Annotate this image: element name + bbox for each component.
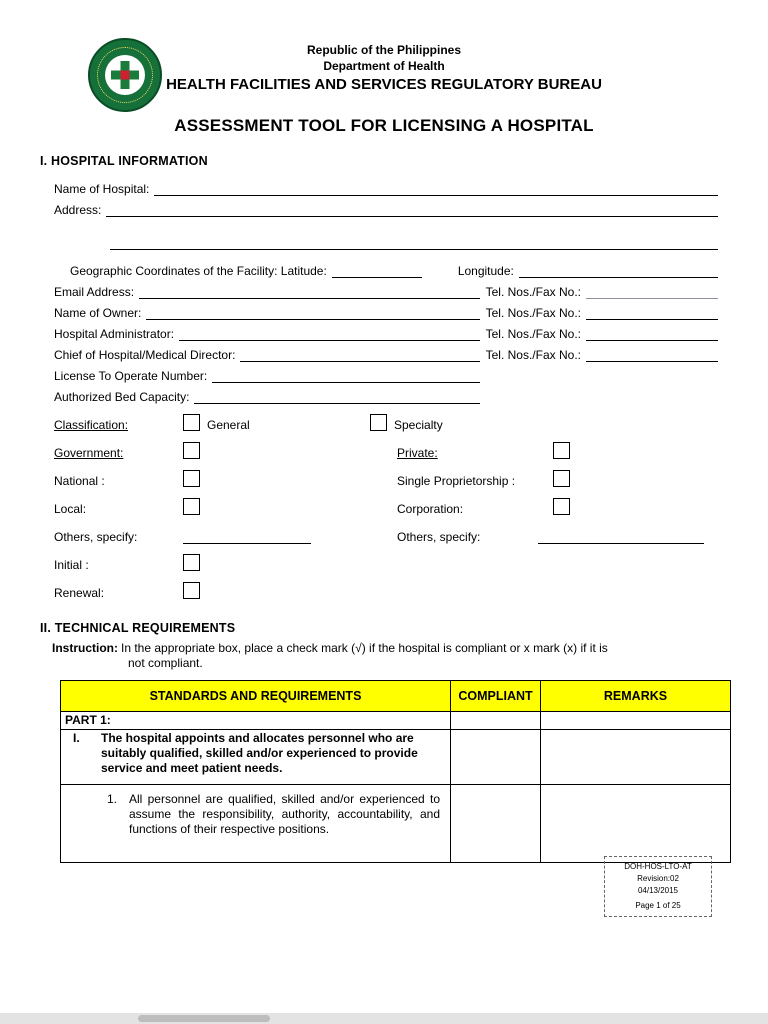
geo-coordinates-row [70, 263, 718, 278]
others-left-label: Others, specify: [54, 530, 138, 544]
local-checkbox[interactable] [183, 498, 200, 515]
national-singleprop-row [54, 468, 718, 496]
latitude-label: Geographic Coordinates of the Facility: Latitude: [70, 264, 327, 278]
others-right-field[interactable] [538, 528, 704, 544]
viewer-bottom-bar [0, 1013, 768, 1024]
corporation-label: Corporation: [397, 502, 464, 516]
owner-label: Name of Owner: [54, 306, 142, 320]
private-checkbox[interactable] [553, 442, 570, 459]
requirements-table [60, 680, 731, 863]
chief-row [54, 347, 718, 362]
email-tel-field[interactable] [586, 284, 718, 299]
section-i-compliant-cell [451, 730, 541, 785]
administrator-field[interactable] [179, 326, 480, 341]
doh-seal-icon [88, 38, 162, 112]
item1-remarks-cell[interactable] [541, 785, 731, 863]
chief-field[interactable] [240, 347, 479, 362]
bed-capacity-field[interactable] [194, 389, 480, 404]
specialty-checkbox[interactable] [370, 414, 387, 431]
owner-tel-field[interactable] [586, 305, 718, 320]
instruction-block [52, 641, 718, 671]
latitude-field[interactable] [332, 263, 422, 278]
government-checkbox[interactable] [183, 442, 200, 459]
section-i-row [61, 730, 731, 785]
license-number-label: License To Operate Number: [54, 369, 208, 383]
government-label: Government: [54, 446, 124, 460]
section-i-numeral: I. [73, 731, 80, 745]
document-title: ASSESSMENT TOOL FOR LICENSING A HOSPITAL [174, 116, 594, 135]
initial-row [54, 552, 718, 580]
horizontal-scrollbar-thumb[interactable] [138, 1015, 270, 1022]
part1-remarks-cell [541, 712, 731, 730]
local-corporation-row [54, 496, 718, 524]
section1-heading: I. HOSPITAL INFORMATION [40, 154, 208, 168]
bed-capacity-label: Authorized Bed Capacity: [54, 390, 190, 404]
private-label: Private: [397, 446, 438, 460]
others-specify-row [54, 524, 718, 552]
section-i-remarks-cell [541, 730, 731, 785]
license-number-field[interactable] [212, 368, 480, 383]
doc-date: 04/13/2015 [637, 886, 679, 895]
email-row [54, 284, 718, 299]
others-right-label: Others, specify: [397, 530, 481, 544]
general-label: General [207, 418, 250, 432]
bed-capacity-row [54, 389, 480, 404]
administrator-label: Hospital Administrator: [54, 327, 175, 341]
document-control-box [604, 856, 712, 917]
remarks-header: REMARKS [541, 681, 731, 712]
item1-row [61, 785, 731, 863]
instruction-text: In the appropriate box, place a check mark (√) if the hospital is compliant or x mark (x) if it is [121, 641, 608, 655]
initial-checkbox[interactable] [183, 554, 200, 571]
owner-field[interactable] [146, 305, 479, 320]
email-label: Email Address: [54, 285, 135, 299]
chief-tel-label: Tel. Nos./Fax No.: [485, 348, 581, 362]
national-checkbox[interactable] [183, 470, 200, 487]
owner-row [54, 305, 718, 320]
license-number-row [54, 368, 480, 383]
email-tel-label: Tel. Nos./Fax No.: [485, 285, 581, 299]
local-label: Local: [54, 502, 87, 516]
corporation-checkbox[interactable] [553, 498, 570, 515]
instruction-line2: not compliant. [128, 656, 203, 670]
address-row [54, 202, 718, 217]
single-proprietorship-checkbox[interactable] [553, 470, 570, 487]
part1-row [61, 712, 731, 730]
seal-center-dot [121, 71, 130, 80]
name-of-hospital-field[interactable] [154, 181, 718, 196]
owner-tel-label: Tel. Nos./Fax No.: [485, 306, 581, 320]
renewal-row [54, 580, 718, 608]
classification-label: Classification: [54, 418, 129, 432]
single-proprietorship-label: Single Proprietorship : [397, 474, 516, 488]
address-row-2 [110, 235, 718, 250]
chief-tel-field[interactable] [586, 347, 718, 362]
doc-code: DOH-HOS-LTO-AT [624, 862, 692, 871]
table-header-row [61, 681, 731, 712]
item1-standard-cell [61, 785, 451, 863]
part1-label: PART 1: [61, 712, 451, 730]
item1-number: 1. [107, 792, 118, 806]
standards-header: STANDARDS AND REQUIREMENTS [61, 681, 451, 712]
administrator-tel-field[interactable] [586, 326, 718, 341]
initial-label: Initial : [54, 558, 89, 572]
instruction-line1 [52, 641, 718, 656]
doc-revision: Revision:02 [637, 874, 679, 883]
renewal-label: Renewal: [54, 586, 105, 600]
header-bureau: HEALTH FACILITIES AND SERVICES REGULATORY BUREAU [166, 76, 602, 93]
header-republic: Republic of the Philippines [306, 43, 461, 57]
address-field-2[interactable] [110, 235, 718, 250]
administrator-tel-label: Tel. Nos./Fax No.: [485, 327, 581, 341]
longitude-label: Longitude: [457, 264, 514, 278]
section-i-text: The hospital appoints and allocates personnel who are suitably qualified, skilled and/or experienced to provide service and meet patient needs. [101, 731, 418, 775]
address-label: Address: [54, 203, 102, 217]
general-checkbox[interactable] [183, 414, 200, 431]
item1-text: All personnel are qualified, skilled and/or experienced to assume the responsibility, authority, accountability, and functions of their respective positions. [129, 792, 440, 836]
item1-compliant-cell[interactable] [451, 785, 541, 863]
doc-page-number: Page 1 of 25 [635, 901, 681, 910]
part1-compliant-cell [451, 712, 541, 730]
address-field-1[interactable] [106, 202, 718, 217]
national-label: National : [54, 474, 105, 488]
name-of-hospital-row [54, 181, 718, 196]
doh-seal-ring [97, 47, 153, 103]
email-field[interactable] [139, 284, 480, 299]
others-left-field[interactable] [183, 528, 311, 544]
specialty-label: Specialty [394, 418, 443, 432]
doh-seal-core [105, 55, 145, 95]
chief-label: Chief of Hospital/Medical Director: [54, 348, 236, 362]
government-private-row [54, 440, 718, 468]
name-of-hospital-label: Name of Hospital: [54, 182, 150, 196]
hospital-information-section [0, 154, 768, 863]
administrator-row [54, 326, 718, 341]
section2-heading: II. TECHNICAL REQUIREMENTS [40, 621, 236, 635]
instruction-label: Instruction: [52, 641, 118, 655]
longitude-field[interactable] [519, 263, 718, 278]
renewal-checkbox[interactable] [183, 582, 200, 599]
compliant-header: COMPLIANT [451, 681, 541, 712]
header-department: Department of Health [323, 59, 445, 73]
section-i-cell [61, 730, 451, 785]
classification-row [54, 412, 718, 440]
